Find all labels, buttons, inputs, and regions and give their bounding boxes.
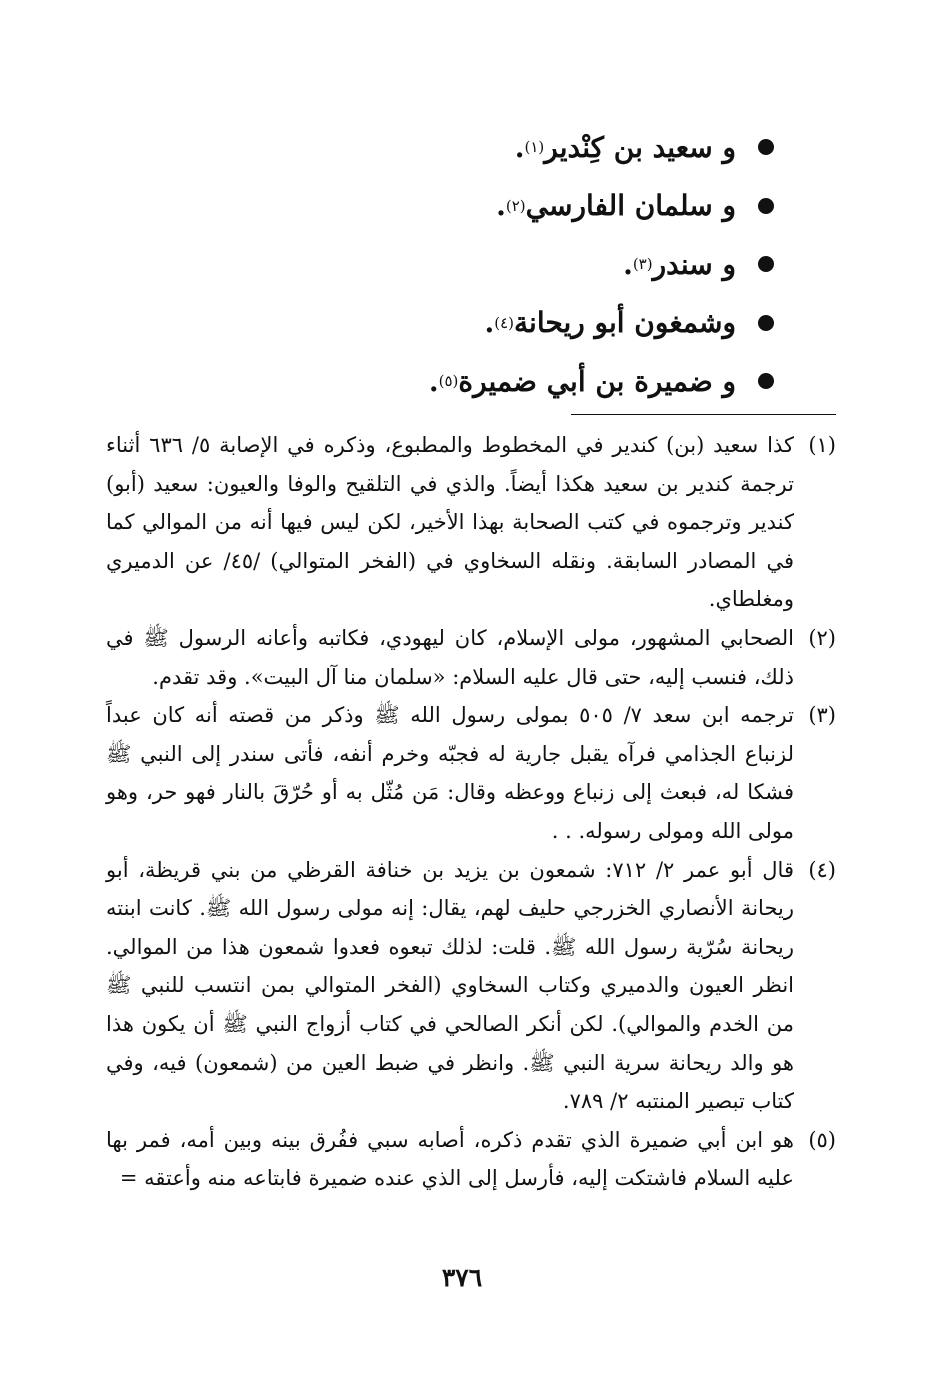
footnote-ref: (٣) bbox=[632, 255, 653, 274]
footnote-text: ترجمه ابن سعد ٧/ ٥٠٥ بمولى رسول الله ﷺ وذكر من قصته أنه كان عبداً لزنباع الجذامي فرآه يقبل جارية له فجبّه وخرم أنفه، فأتى سندر إلى النبي ﷺ فشكا له، فبعث إلى زنباع ووعظه وقال: مَن مُثّل به أو حُرّقَ بالنار فهو حر، وهو مولى الله ومولى رسوله. . . bbox=[106, 703, 794, 843]
bullet-end: . bbox=[514, 130, 525, 164]
footnotes bbox=[106, 426, 836, 1198]
bullet-item bbox=[154, 235, 774, 294]
bullet-end: . bbox=[428, 364, 439, 398]
bullet-dot-icon bbox=[758, 373, 774, 389]
footnote-ref: (٤) bbox=[494, 313, 515, 332]
footnote-ref: (٥) bbox=[438, 372, 459, 391]
bullet-text: وشمغون أبو ريحانة bbox=[514, 306, 736, 340]
footnote bbox=[106, 696, 836, 850]
footnote bbox=[106, 1121, 836, 1198]
bullet-text: و سندر bbox=[652, 247, 736, 281]
bullet-dot-icon bbox=[758, 315, 774, 331]
footnote-number: (٥) bbox=[808, 1127, 836, 1152]
footnote bbox=[106, 426, 836, 619]
footnote-ref: (٢) bbox=[505, 196, 526, 215]
bullet-dot-icon bbox=[758, 198, 774, 214]
footnote-text: هو ابن أبي ضميرة الذي تقدم ذكره، أصابه سبي ففُرق بينه وبين أمه، فمر بها عليه السلام فاشتكت إليه، فأرسل إلى الذي عنده ضميرة فابتاعه منه وأعتقه = bbox=[106, 1127, 794, 1191]
footnote-number: (٣) bbox=[808, 703, 836, 728]
footnote bbox=[106, 619, 836, 696]
footnote-number: (١) bbox=[808, 433, 836, 457]
footnote-text: قال أبو عمر ٢/ ٧١٢: شمعون بن يزيد بن خنافة القرظي من بني قريظة، أبو ريحانة الأنصاري الخزرجي حليف لهم، يقال: إنه مولى رسول الله ﷺ. كانت ابنته ريحانة سُرّية رسول الله ﷺ. قلت: لذلك تبعوه فعدوا شمعون هذا من الموالي. انظر العيون والدميري وكتاب السخاوي (الفخر المتوالي بمن انتسب للنبي ﷺ من الخدم والموالي). لكن أنكر الصالحي في كتاب أزواج النبي ﷺ أن يكون هذا هو والد ريحانة سرية النبي ﷺ. وانظر في ضبط العين من (شمعون) فيه، وفي كتاب تبصير المنتبه ٢/ ٧٨٩. bbox=[106, 857, 794, 1114]
page-number: ٣٧٦ bbox=[441, 1263, 483, 1292]
bullet-dot-icon bbox=[758, 256, 774, 272]
bullet-item bbox=[154, 177, 774, 236]
bullet-text: و سلمان الفارسي bbox=[525, 189, 736, 223]
bullet-item bbox=[154, 118, 774, 177]
bullet-list bbox=[154, 118, 774, 411]
footnote-text: كذا سعيد (بن) كندير في المخطوط والمطبوع، وذكره في الإصابة ٥/ ٦٣٦ أثناء ترجمة كندير بن سعيد هكذا أيضاً. والذي في التلقيح والوفا والعيون: سعيد (أبو) كندير وترجموه في كتب الصحابة بهذا الأخير، لكن ليس فيها أنه من الموالي كما في المصادر السابقة. ونقله السخاوي في (الفخر المتوالي) /٤٥/ عن الدميري ومغلطاي. bbox=[106, 433, 794, 612]
bullet-dot-icon bbox=[758, 139, 774, 155]
footnote bbox=[106, 851, 836, 1121]
bullet-item bbox=[154, 352, 774, 411]
bullet-text: و ضميرة بن أبي ضميرة bbox=[458, 364, 736, 398]
bullet-end: . bbox=[623, 247, 633, 281]
footnote-separator bbox=[571, 414, 836, 415]
footnote-number: (٢) bbox=[808, 625, 836, 650]
bullet-end: . bbox=[484, 306, 495, 340]
footnote-number: (٤) bbox=[808, 857, 836, 882]
footnote-ref: (١) bbox=[524, 138, 545, 157]
bullet-item bbox=[154, 294, 774, 353]
bullet-end: . bbox=[496, 189, 506, 223]
footnote-text: الصحابي المشهور، مولى الإسلام، كان ليهودي، فكاتبه وأعانه الرسول ﷺ في ذلك، فنسب إليه، حتى قال عليه السلام: «سلمان منا آل البيت». وقد تقدم. bbox=[106, 625, 794, 689]
bullet-text: و سعيد بن كِنْدير bbox=[544, 130, 736, 164]
